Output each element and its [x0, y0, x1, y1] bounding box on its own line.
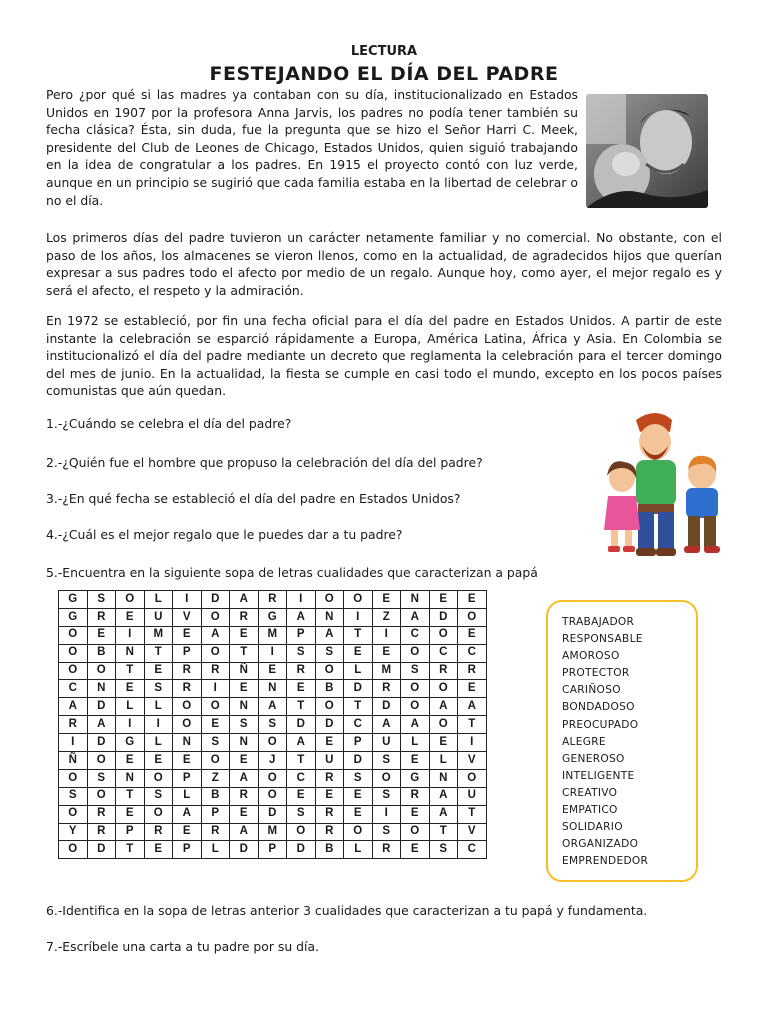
- grid-cell: C: [458, 841, 487, 859]
- grid-cell: S: [315, 644, 344, 662]
- grid-cell: T: [458, 716, 487, 734]
- question-1: 1.-¿Cuándo se celebra el día del padre?: [46, 416, 292, 431]
- grid-cell: S: [230, 716, 259, 734]
- grid-row: [59, 805, 487, 823]
- grid-cell: O: [344, 823, 373, 841]
- grid-cell: N: [258, 680, 287, 698]
- grid-cell: O: [173, 716, 202, 734]
- grid-cell: U: [315, 752, 344, 770]
- grid-cell: T: [116, 841, 145, 859]
- grid-row: [59, 608, 487, 626]
- grid-cell: A: [287, 734, 316, 752]
- grid-cell: A: [87, 716, 116, 734]
- grid-cell: S: [59, 787, 88, 805]
- grid-cell: O: [401, 698, 430, 716]
- grid-cell: E: [230, 626, 259, 644]
- grid-cell: N: [315, 608, 344, 626]
- grid-cell: R: [429, 662, 458, 680]
- grid-cell: C: [59, 680, 88, 698]
- grid-cell: S: [372, 752, 401, 770]
- grid-cell: O: [201, 608, 230, 626]
- grid-cell: R: [230, 608, 259, 626]
- grid-cell: E: [87, 626, 116, 644]
- grid-cell: A: [315, 626, 344, 644]
- grid-cell: R: [372, 841, 401, 859]
- grid-cell: P: [173, 769, 202, 787]
- grid-cell: E: [173, 752, 202, 770]
- grid-cell: O: [201, 644, 230, 662]
- grid-row: [59, 787, 487, 805]
- grid-cell: G: [59, 591, 88, 609]
- grid-cell: A: [429, 805, 458, 823]
- word-list-item: CREATIVO: [562, 786, 618, 799]
- grid-row: [59, 841, 487, 859]
- grid-cell: O: [315, 591, 344, 609]
- grid-cell: O: [429, 716, 458, 734]
- grid-cell: O: [144, 769, 173, 787]
- reading-paragraph-1: Pero ¿por qué si las madres ya contaban con su día, institucionalizado en Estados Unidos en 1907 por la profesora Anna Jarvis, los padres no podía tener también su fecha clásica? Ésta, sin duda, fue la pregunta que se hizo el Señor Harri C. Meek, presidente del Club de Leones de Chicago, Estados Unidos, quien siguió trabajando en la idea de congratular a los padres. En 1915 el proyecto contó con luz verde, aunque en un principio se sugirió que cada familia estaba en la libertad de celebrar o no el día.: [46, 87, 578, 208]
- grid-cell: I: [287, 591, 316, 609]
- grid-cell: E: [287, 787, 316, 805]
- grid-cell: E: [116, 805, 145, 823]
- grid-cell: O: [59, 626, 88, 644]
- grid-cell: O: [458, 608, 487, 626]
- grid-cell: G: [116, 734, 145, 752]
- word-search-grid: [58, 590, 487, 859]
- grid-cell: P: [287, 626, 316, 644]
- grid-cell: L: [144, 698, 173, 716]
- grid-cell: A: [372, 716, 401, 734]
- grid-cell: L: [429, 752, 458, 770]
- grid-cell: O: [287, 823, 316, 841]
- grid-cell: S: [258, 716, 287, 734]
- question-4: 4.-¿Cuál es el mejor regalo que le puedes dar a tu padre?: [46, 527, 403, 542]
- family-illustration: [598, 408, 730, 560]
- grid-cell: T: [144, 644, 173, 662]
- grid-cell: U: [458, 787, 487, 805]
- grid-cell: E: [230, 752, 259, 770]
- grid-cell: D: [315, 716, 344, 734]
- grid-cell: D: [230, 841, 259, 859]
- grid-cell: Y: [59, 823, 88, 841]
- grid-cell: L: [144, 591, 173, 609]
- grid-cell: A: [258, 698, 287, 716]
- grid-cell: S: [429, 841, 458, 859]
- grid-cell: I: [372, 626, 401, 644]
- grid-row: [59, 680, 487, 698]
- grid-cell: T: [344, 698, 373, 716]
- grid-cell: P: [116, 823, 145, 841]
- word-list: [562, 614, 648, 870]
- grid-row: [59, 591, 487, 609]
- grid-cell: R: [401, 787, 430, 805]
- grid-cell: C: [429, 644, 458, 662]
- grid-cell: S: [87, 769, 116, 787]
- grid-cell: E: [116, 608, 145, 626]
- grid-cell: L: [116, 698, 145, 716]
- grid-cell: O: [116, 591, 145, 609]
- grid-cell: R: [201, 823, 230, 841]
- grid-cell: S: [87, 591, 116, 609]
- page-title: FESTEJANDO EL DÍA DEL PADRE: [209, 63, 559, 85]
- grid-cell: E: [372, 591, 401, 609]
- grid-cell: B: [201, 787, 230, 805]
- grid-cell: P: [173, 644, 202, 662]
- grid-cell: J: [258, 752, 287, 770]
- reading-paragraph-3: En 1972 se estableció, por fin una fecha oficial para el día del padre en Estados Unidos. A partir de este instante la celebración se esparció rápidamente a Europa, América Latina, África y Asia. En Colombia se institucionalizó el día del padre mediante un decreto que reglamenta la celebración para el tercer domingo del mes de junio. En la actualidad, la fiesta se cumple en casi todo el mundo, excepto en los pocos países comunistas que aún quedan.: [46, 313, 722, 399]
- grid-cell: C: [401, 626, 430, 644]
- grid-cell: N: [401, 591, 430, 609]
- grid-cell: O: [59, 805, 88, 823]
- word-list-item: EMPATICO: [562, 804, 618, 817]
- grid-cell: E: [258, 662, 287, 680]
- grid-cell: R: [258, 591, 287, 609]
- grid-cell: O: [87, 787, 116, 805]
- word-list-item: RESPONSABLE: [562, 633, 643, 646]
- grid-cell: O: [201, 752, 230, 770]
- word-list-item: AMOROSO: [562, 650, 620, 663]
- grid-cell: O: [401, 644, 430, 662]
- grid-cell: N: [116, 644, 145, 662]
- grid-cell: C: [344, 716, 373, 734]
- grid-cell: O: [429, 680, 458, 698]
- grid-cell: L: [144, 734, 173, 752]
- grid-cell: E: [144, 752, 173, 770]
- grid-cell: A: [173, 805, 202, 823]
- grid-cell: D: [258, 805, 287, 823]
- grid-cell: S: [201, 734, 230, 752]
- question-7: 7.-Escríbele una carta a tu padre por su día.: [46, 939, 319, 954]
- grid-cell: E: [458, 591, 487, 609]
- grid-cell: O: [173, 698, 202, 716]
- grid-cell: O: [258, 769, 287, 787]
- grid-cell: O: [59, 662, 88, 680]
- grid-cell: B: [87, 644, 116, 662]
- grid-cell: O: [401, 823, 430, 841]
- grid-cell: E: [458, 626, 487, 644]
- word-list-item: ALEGRE: [562, 735, 606, 748]
- father-baby-photo: [586, 94, 708, 208]
- grid-cell: N: [116, 769, 145, 787]
- grid-cell: C: [458, 644, 487, 662]
- grid-cell: R: [59, 716, 88, 734]
- grid-cell: A: [401, 608, 430, 626]
- grid-cell: D: [429, 608, 458, 626]
- grid-cell: I: [144, 716, 173, 734]
- grid-cell: O: [429, 626, 458, 644]
- grid-cell: I: [201, 680, 230, 698]
- grid-cell: I: [116, 626, 145, 644]
- grid-row: [59, 752, 487, 770]
- grid-cell: G: [401, 769, 430, 787]
- grid-cell: R: [173, 680, 202, 698]
- grid-cell: O: [201, 698, 230, 716]
- grid-cell: U: [144, 608, 173, 626]
- grid-cell: O: [401, 680, 430, 698]
- grid-cell: D: [87, 841, 116, 859]
- grid-cell: E: [401, 752, 430, 770]
- word-list-item: EMPRENDEDOR: [562, 855, 649, 868]
- grid-cell: S: [144, 680, 173, 698]
- grid-cell: Ñ: [59, 752, 88, 770]
- grid-cell: S: [344, 769, 373, 787]
- grid-cell: L: [173, 787, 202, 805]
- grid-cell: E: [201, 716, 230, 734]
- grid-cell: M: [372, 662, 401, 680]
- grid-cell: E: [315, 787, 344, 805]
- grid-cell: D: [344, 752, 373, 770]
- grid-row: [59, 644, 487, 662]
- word-list-item: CARIÑOSO: [562, 684, 621, 697]
- grid-cell: V: [458, 823, 487, 841]
- grid-cell: R: [315, 823, 344, 841]
- grid-cell: R: [315, 769, 344, 787]
- grid-cell: M: [258, 823, 287, 841]
- grid-cell: D: [87, 698, 116, 716]
- grid-cell: I: [372, 805, 401, 823]
- grid-cell: E: [344, 805, 373, 823]
- question-3: 3.-¿En qué fecha se estableció el día del padre en Estados Unidos?: [46, 491, 461, 506]
- grid-cell: O: [315, 698, 344, 716]
- grid-cell: O: [315, 662, 344, 680]
- grid-cell: T: [116, 787, 145, 805]
- word-list-item: BONDADOSO: [562, 701, 635, 714]
- grid-cell: S: [287, 805, 316, 823]
- grid-cell: D: [201, 591, 230, 609]
- word-list-item: PREOCUPADO: [562, 718, 639, 731]
- grid-cell: A: [230, 591, 259, 609]
- grid-cell: S: [372, 823, 401, 841]
- grid-cell: A: [401, 716, 430, 734]
- grid-cell: I: [173, 591, 202, 609]
- grid-cell: A: [429, 698, 458, 716]
- grid-cell: V: [458, 752, 487, 770]
- grid-cell: C: [287, 769, 316, 787]
- question-6: 6.-Identifica en la sopa de letras anterior 3 cualidades que caracterizan a tu papá y fundamenta.: [46, 903, 648, 918]
- grid-cell: L: [344, 662, 373, 680]
- grid-cell: E: [287, 680, 316, 698]
- grid-cell: E: [116, 752, 145, 770]
- grid-cell: T: [458, 805, 487, 823]
- grid-cell: O: [258, 787, 287, 805]
- grid-row: [59, 769, 487, 787]
- grid-row: [59, 823, 487, 841]
- grid-cell: E: [173, 823, 202, 841]
- grid-cell: E: [344, 644, 373, 662]
- grid-cell: R: [201, 662, 230, 680]
- grid-row: [59, 698, 487, 716]
- grid-row: [59, 662, 487, 680]
- grid-cell: R: [372, 680, 401, 698]
- grid-cell: R: [458, 662, 487, 680]
- question-2: 2.-¿Quién fue el hombre que propuso la celebración del día del padre?: [46, 455, 483, 470]
- grid-cell: E: [144, 662, 173, 680]
- grid-cell: E: [116, 680, 145, 698]
- grid-cell: O: [344, 591, 373, 609]
- grid-cell: R: [315, 805, 344, 823]
- grid-cell: A: [287, 608, 316, 626]
- grid-cell: E: [372, 644, 401, 662]
- grid-cell: Z: [201, 769, 230, 787]
- grid-cell: N: [429, 769, 458, 787]
- grid-cell: R: [173, 662, 202, 680]
- grid-cell: A: [429, 787, 458, 805]
- grid-cell: R: [87, 823, 116, 841]
- grid-cell: G: [258, 608, 287, 626]
- grid-cell: R: [230, 787, 259, 805]
- grid-cell: I: [258, 644, 287, 662]
- grid-cell: A: [230, 823, 259, 841]
- grid-cell: A: [59, 698, 88, 716]
- grid-cell: O: [144, 805, 173, 823]
- grid-cell: O: [458, 769, 487, 787]
- grid-cell: T: [287, 752, 316, 770]
- grid-cell: T: [429, 823, 458, 841]
- grid-cell: I: [344, 608, 373, 626]
- grid-cell: I: [458, 734, 487, 752]
- grid-cell: D: [287, 841, 316, 859]
- grid-cell: R: [287, 662, 316, 680]
- grid-cell: S: [401, 662, 430, 680]
- grid-cell: P: [201, 805, 230, 823]
- grid-cell: B: [315, 841, 344, 859]
- grid-cell: E: [230, 680, 259, 698]
- grid-cell: O: [87, 752, 116, 770]
- grid-cell: P: [344, 734, 373, 752]
- grid-row: [59, 626, 487, 644]
- grid-cell: L: [344, 841, 373, 859]
- grid-cell: E: [429, 734, 458, 752]
- question-5: 5.-Encuentra en la siguiente sopa de letras cualidades que caracterizan a papá: [46, 565, 538, 580]
- grid-cell: M: [144, 626, 173, 644]
- grid-cell: P: [173, 841, 202, 859]
- grid-cell: A: [458, 698, 487, 716]
- section-label: LECTURA: [350, 44, 418, 59]
- grid-cell: D: [344, 680, 373, 698]
- grid-cell: T: [287, 698, 316, 716]
- grid-cell: O: [59, 769, 88, 787]
- grid-cell: P: [258, 841, 287, 859]
- grid-cell: T: [344, 626, 373, 644]
- word-list-item: SOLIDARIO: [562, 821, 623, 834]
- grid-cell: M: [258, 626, 287, 644]
- grid-cell: R: [87, 805, 116, 823]
- grid-cell: D: [372, 698, 401, 716]
- grid-cell: L: [201, 841, 230, 859]
- grid-cell: R: [144, 823, 173, 841]
- grid-cell: L: [401, 734, 430, 752]
- word-list-item: TRABAJADOR: [562, 616, 635, 628]
- grid-cell: V: [173, 608, 202, 626]
- grid-cell: I: [59, 734, 88, 752]
- grid-row: [59, 734, 487, 752]
- grid-cell: O: [258, 734, 287, 752]
- grid-cell: N: [87, 680, 116, 698]
- grid-cell: E: [458, 680, 487, 698]
- grid-cell: A: [201, 626, 230, 644]
- grid-cell: N: [230, 698, 259, 716]
- grid-cell: S: [144, 787, 173, 805]
- grid-cell: E: [173, 626, 202, 644]
- grid-cell: E: [401, 805, 430, 823]
- grid-cell: G: [59, 608, 88, 626]
- grid-cell: B: [315, 680, 344, 698]
- grid-cell: E: [401, 841, 430, 859]
- word-list-item: INTELIGENTE: [562, 769, 635, 782]
- grid-cell: N: [230, 734, 259, 752]
- grid-cell: A: [230, 769, 259, 787]
- grid-cell: O: [372, 769, 401, 787]
- grid-cell: D: [287, 716, 316, 734]
- grid-cell: O: [87, 662, 116, 680]
- grid-cell: O: [59, 644, 88, 662]
- grid-cell: Ñ: [230, 662, 259, 680]
- grid-cell: D: [87, 734, 116, 752]
- grid-cell: E: [429, 591, 458, 609]
- grid-cell: T: [230, 644, 259, 662]
- word-list-item: ORGANIZADO: [562, 838, 639, 851]
- word-list-item: PROTECTOR: [562, 667, 630, 680]
- grid-cell: E: [315, 734, 344, 752]
- grid-row: [59, 716, 487, 734]
- grid-cell: S: [287, 644, 316, 662]
- grid-cell: E: [230, 805, 259, 823]
- grid-cell: R: [87, 608, 116, 626]
- reading-paragraph-2: Los primeros días del padre tuvieron un carácter netamente familiar y no comercial. No obstante, con el paso de los años, los almacenes se vieron llenos, como en la actualidad, de agradecidos hijos que querían expresar a sus padres todo el afecto por medio de un regalo. Aunque hoy, como ayer, el mejor regalo es y será el afecto, el respeto y la admiración.: [46, 230, 722, 298]
- word-list-item: GENEROSO: [562, 752, 625, 765]
- grid-cell: N: [173, 734, 202, 752]
- grid-cell: S: [372, 787, 401, 805]
- grid-cell: U: [372, 734, 401, 752]
- grid-cell: E: [344, 787, 373, 805]
- grid-cell: O: [59, 841, 88, 859]
- grid-cell: I: [116, 716, 145, 734]
- grid-cell: E: [144, 841, 173, 859]
- grid-cell: T: [116, 662, 145, 680]
- grid-cell: Z: [372, 608, 401, 626]
